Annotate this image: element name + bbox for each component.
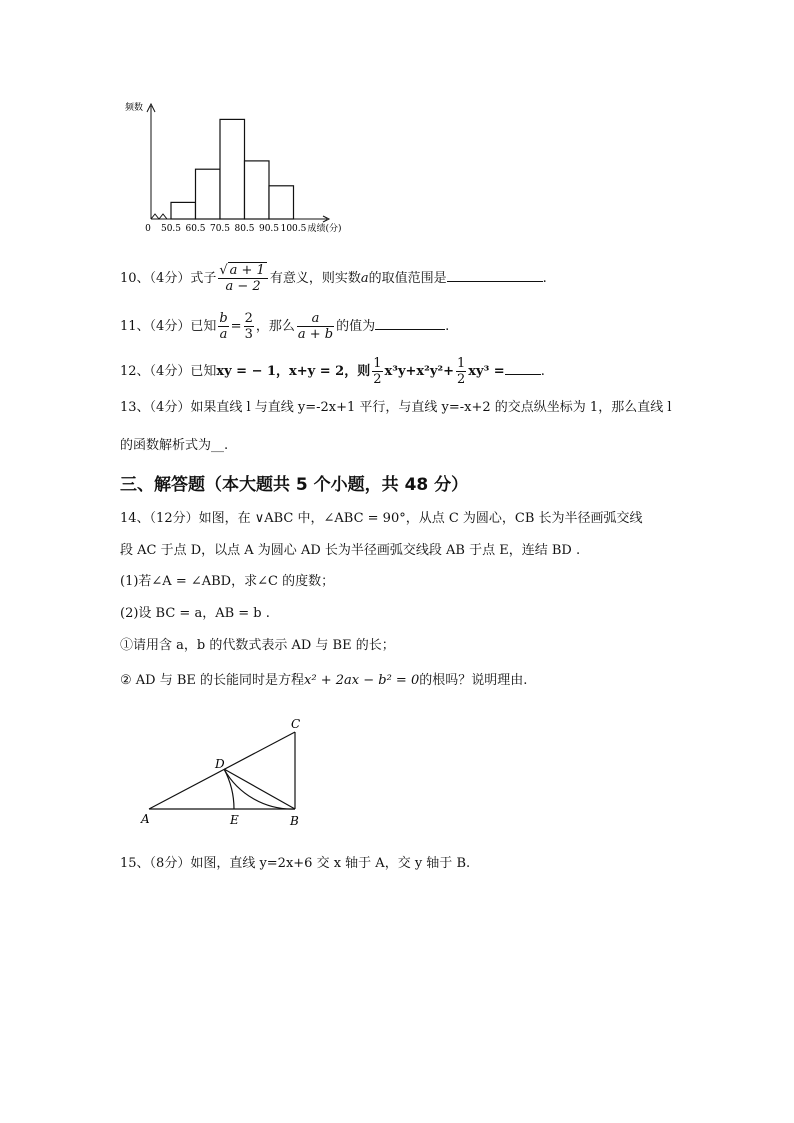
q11-f2-num: 2 [244, 311, 253, 326]
x-tick-label: 90.5 [258, 224, 280, 234]
question-10 [120, 263, 547, 294]
q11-fraction-3 [297, 311, 334, 342]
q12-half-1 [372, 356, 382, 387]
q12-condition: xy = − 1，x+y = 2，则 [216, 364, 371, 379]
question-14-part-1: (1)若∠A = ∠ABD，求∠C 的度数； [120, 574, 335, 589]
histogram-bar [245, 161, 270, 219]
question-14-sub-2 [120, 672, 527, 690]
x-tick-label: 100.5 [280, 224, 307, 234]
q11-f3-den: a + b [297, 327, 334, 342]
label-E: E [230, 813, 239, 827]
x-tick-label: 70.5 [209, 224, 231, 234]
q10-text: 有意义，则实数 [269, 271, 361, 286]
x-tick-label: 0 [145, 224, 151, 234]
q12-h2-den: 2 [457, 372, 466, 387]
question-14-sub-1: ①请用含 a，b 的代数式表示 AD 与 BE 的长； [120, 638, 395, 653]
label-D: D [215, 757, 225, 771]
q14-equation: x² + 2ax − b² = 0 [304, 673, 420, 688]
x-tick-label: 80.5 [234, 224, 255, 234]
question-11 [120, 311, 449, 342]
q14-sub2-prefix: ② AD 与 BE 的长能同时是方程 [120, 673, 305, 688]
q11-text-2: 的值为 [336, 319, 376, 334]
histogram-bar [220, 119, 245, 219]
histogram-bar [269, 186, 294, 219]
q11-prefix: 11、（4分）已知 [120, 319, 217, 334]
axis-break [151, 214, 171, 219]
question-15: 15、（8分）如图，直线 y=2x+6 交 x 轴于 A，交 y 轴于 B. [120, 856, 471, 871]
x-tick-label: 50.5 [160, 224, 182, 234]
x-tick-label: 60.5 [185, 224, 206, 234]
question-13-line-1: 13、（4分）如果直线 l 与直线 y=-2x+1 平行，与直线 y=-x+2 的交点纵坐标为 1，那么直线 l [120, 400, 672, 415]
question-14-line-1: 14、（12分）如图，在 ∨ABC 中，∠ABC = 90°，从点 C 为圆心，CB 长为半径画弧交线 [120, 511, 643, 526]
q10-end: . [542, 271, 547, 286]
q10-fraction: $\frac{√ a + 1}{a - 2}$ [218, 263, 267, 294]
q10-prefix: 10、（4分）式子 [120, 271, 217, 286]
q11-f3-num: a [297, 311, 334, 327]
q11-fraction-1 [218, 311, 228, 342]
q11-f1-num: b [219, 311, 228, 326]
q10-text-2: 的取值范围是 [368, 271, 447, 286]
q10-denominator: a − 2 [225, 279, 261, 294]
question-14-part-2: (2)设 BC = a，AB = b . [120, 606, 270, 621]
q12-h2-num: 1 [457, 356, 466, 371]
q11-answer-blank[interactable] [375, 317, 445, 330]
q14-sub2-suffix: 的根吗？说明理由. [419, 673, 528, 688]
q11-fraction-2 [244, 311, 254, 342]
y-axis-label: 频数 [125, 103, 144, 113]
q12-term-2: xy³ = [468, 364, 505, 379]
label-B: B [290, 814, 299, 828]
q11-end: . [445, 319, 450, 334]
label-A: A [141, 812, 150, 826]
q10-answer-blank[interactable] [447, 269, 543, 282]
q12-end: . [540, 364, 545, 379]
q10-variable: a [360, 271, 369, 286]
question-13-line-2: 的函数解析式为__. [120, 438, 229, 453]
x-axis-label: 成绩(分) [307, 224, 342, 234]
triangle-figure [135, 712, 315, 834]
question-14-line-2: 段 AC 于点 D，以点 A 为圆心 AD 长为半径画弧交线段 AB 于点 E，连结 BD . [120, 543, 581, 558]
section-3-title: 三、解答题（本大题共 5 个小题，共 48 分） [120, 475, 469, 495]
histogram-layer [125, 101, 342, 234]
q12-half-2 [456, 356, 466, 387]
q11-equals: = [230, 319, 242, 334]
q12-h1-num: 1 [373, 356, 382, 371]
q12-term-1: x³y+x²y²+ [384, 364, 454, 379]
arc-DE [224, 769, 234, 809]
q11-f2-den: 3 [244, 327, 253, 342]
q10-sqrt-content: a + 1 [229, 263, 265, 278]
q12-h1-den: 2 [373, 372, 382, 387]
question-12 [120, 356, 545, 387]
histogram-chart [115, 98, 375, 238]
histogram-bar [171, 202, 196, 219]
q11-f1-den: a [219, 327, 228, 342]
q12-prefix: 12、（4分）已知 [120, 364, 217, 379]
label-C: C [291, 717, 301, 731]
q12-answer-blank[interactable] [505, 362, 541, 375]
histogram-bar [196, 169, 221, 219]
segment-BD [224, 769, 295, 809]
q11-text: ，那么 [255, 319, 295, 334]
